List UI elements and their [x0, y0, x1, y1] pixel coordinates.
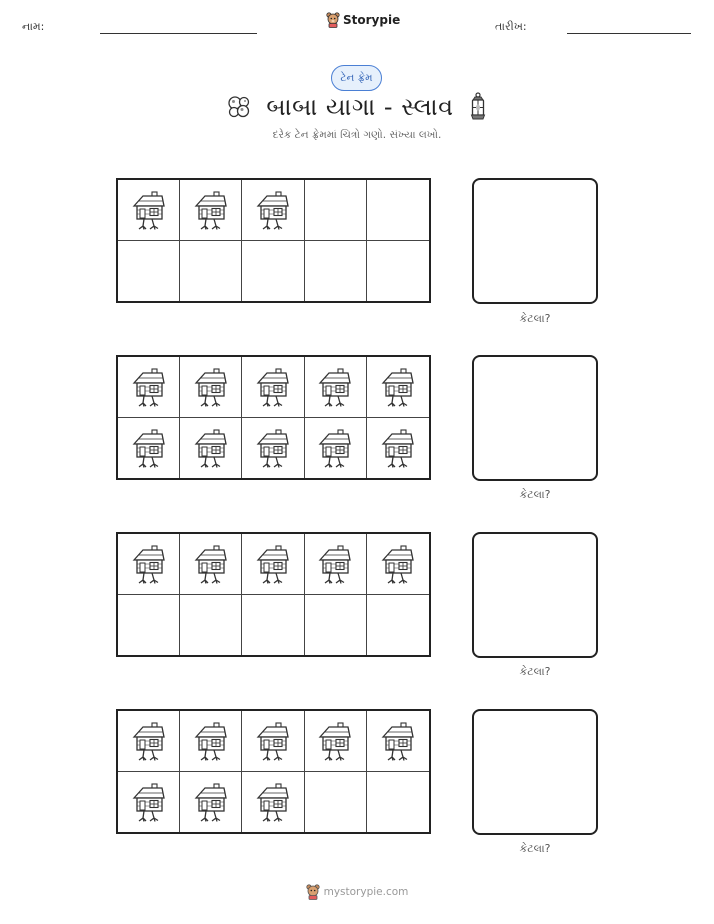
hut-on-chicken-legs-icon	[193, 427, 229, 469]
footer	[0, 884, 714, 900]
hut-on-chicken-legs-icon	[131, 427, 167, 469]
ten-frame-cell	[118, 418, 180, 479]
brand-name: Storypie	[343, 13, 401, 27]
title-row	[0, 92, 714, 122]
ten-frame-cell	[242, 180, 304, 241]
page-title: બાબા યાગા - સ્લાવ	[266, 93, 454, 121]
ten-frame-cell	[180, 418, 242, 479]
answer-prompt-3: કેટલા?	[519, 665, 551, 678]
ten-frame-cell	[305, 534, 367, 595]
hut-on-chicken-legs-icon	[131, 189, 167, 231]
name-label: નામ:	[22, 20, 45, 33]
hut-on-chicken-legs-icon	[193, 189, 229, 231]
ten-frame-cell	[242, 711, 304, 772]
ten-frame-cell	[118, 711, 180, 772]
ten-frame-cell	[305, 241, 367, 302]
hut-on-chicken-legs-icon	[380, 366, 416, 408]
bubbles-icon	[226, 94, 252, 120]
answer-prompt-1: કેટલા?	[519, 312, 551, 325]
ten-frame-cell	[242, 595, 304, 656]
ten-frame-cell	[367, 180, 429, 241]
ten-frame-3	[116, 532, 431, 657]
hut-on-chicken-legs-icon	[193, 720, 229, 762]
hut-on-chicken-legs-icon	[131, 781, 167, 823]
answer-box-1[interactable]	[472, 178, 598, 304]
ten-frame-cell	[305, 357, 367, 418]
ten-frame-cell	[367, 241, 429, 302]
footer-url: mystorypie.com	[323, 886, 409, 898]
hut-on-chicken-legs-icon	[131, 543, 167, 585]
ten-frame-cell	[242, 772, 304, 833]
ten-frame-cell	[305, 772, 367, 833]
ten-frame-cell	[180, 711, 242, 772]
lantern-icon	[468, 92, 488, 122]
hut-on-chicken-legs-icon	[255, 189, 291, 231]
hut-on-chicken-legs-icon	[255, 427, 291, 469]
ten-frame-cell	[118, 241, 180, 302]
ten-frame-cell	[367, 711, 429, 772]
hut-on-chicken-legs-icon	[317, 543, 353, 585]
hut-on-chicken-legs-icon	[255, 720, 291, 762]
ten-frame-cell	[305, 418, 367, 479]
hut-on-chicken-legs-icon	[317, 366, 353, 408]
hut-on-chicken-legs-icon	[193, 543, 229, 585]
ten-frame-cell	[242, 357, 304, 418]
hut-on-chicken-legs-icon	[255, 543, 291, 585]
ten-frame-cell	[367, 595, 429, 656]
hut-on-chicken-legs-icon	[317, 720, 353, 762]
ten-frame-cell	[118, 357, 180, 418]
hut-on-chicken-legs-icon	[131, 720, 167, 762]
hut-on-chicken-legs-icon	[193, 366, 229, 408]
ten-frame-cell	[118, 180, 180, 241]
ten-frame-cell	[367, 772, 429, 833]
ten-frame-cell	[180, 241, 242, 302]
ten-frame-cell	[180, 180, 242, 241]
hut-on-chicken-legs-icon	[131, 366, 167, 408]
ten-frame-cell	[180, 595, 242, 656]
ten-frame-1	[116, 178, 431, 303]
instructions: દરેક ટેન ફ્રેમમાં ચિત્રો ગણો. સંખ્યા લખો.	[272, 129, 442, 141]
hut-on-chicken-legs-icon	[317, 427, 353, 469]
answer-prompt-4: કેટલા?	[519, 842, 551, 855]
answer-box-3[interactable]	[472, 532, 598, 658]
hut-on-chicken-legs-icon	[193, 781, 229, 823]
ten-frame-cell	[305, 180, 367, 241]
hut-on-chicken-legs-icon	[255, 366, 291, 408]
answer-box-4[interactable]	[472, 709, 598, 835]
ten-frame-cell	[118, 772, 180, 833]
storypie-bear-icon	[306, 884, 320, 900]
ten-frame-cell	[367, 418, 429, 479]
ten-frame-cell	[180, 357, 242, 418]
ten-frame-cell	[367, 357, 429, 418]
ten-frame-cell	[305, 595, 367, 656]
ten-frame-cell	[242, 241, 304, 302]
date-line[interactable]	[567, 33, 691, 34]
ten-frame-cell	[180, 534, 242, 595]
ten-frame-cell	[118, 534, 180, 595]
ten-frame-cell	[118, 595, 180, 656]
storypie-bear-icon	[326, 12, 340, 28]
brand-logo	[326, 12, 400, 28]
hut-on-chicken-legs-icon	[380, 720, 416, 762]
hut-on-chicken-legs-icon	[255, 781, 291, 823]
ten-frame-cell	[367, 534, 429, 595]
hut-on-chicken-legs-icon	[380, 427, 416, 469]
ten-frame-cell	[305, 711, 367, 772]
answer-prompt-2: કેટલા?	[519, 488, 551, 501]
ten-frame-cell	[180, 772, 242, 833]
ten-frame-4	[116, 709, 431, 834]
hut-on-chicken-legs-icon	[380, 543, 416, 585]
date-label: તારીખ:	[495, 20, 527, 33]
ten-frame-cell	[242, 534, 304, 595]
name-line[interactable]	[100, 33, 257, 34]
topic-badge: ટેન ફ્રેમ	[331, 65, 382, 91]
answer-box-2[interactable]	[472, 355, 598, 481]
ten-frame-2	[116, 355, 431, 480]
ten-frame-cell	[242, 418, 304, 479]
